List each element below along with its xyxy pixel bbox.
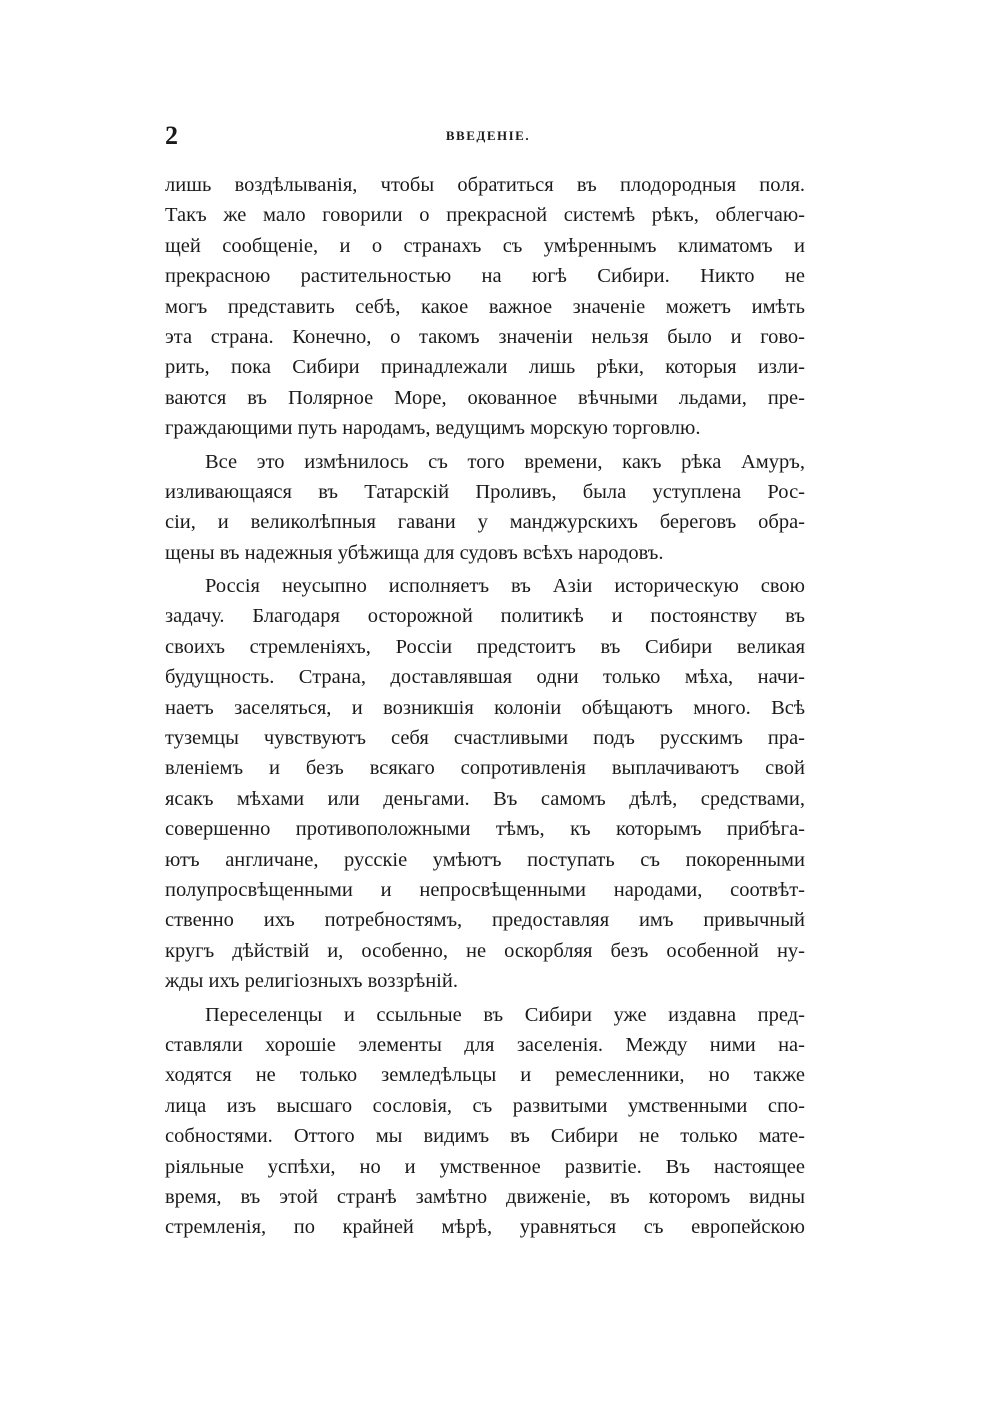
text-line: лица изъ высшаго сословія, съ развитыми умственными спо- [165, 1094, 805, 1117]
text-line: собностями. Оттого мы видимъ въ Сибири не только мате- [165, 1125, 805, 1148]
text-line: прекрасною растительностью на югѣ Сибири. Никто не [165, 265, 805, 288]
running-head: ВВЕДЕНІЕ. [445, 128, 531, 143]
text-line: щей сообщеніе, и о странахъ съ умѣреннымъ климатомъ и [165, 234, 805, 257]
body-text [165, 170, 805, 1243]
text-line: будущность. Страна, доставлявшая одни только мѣха, начи- [165, 666, 805, 689]
text-line: Все это измѣнилось съ того времени, какъ рѣка Амуръ, [205, 450, 805, 473]
text-line: жды ихъ религіозныхъ воззрѣній. [165, 970, 458, 993]
paragraph [165, 1000, 805, 1243]
text-line: стремленія, по крайней мѣрѣ, уравняться съ европейскою [165, 1216, 805, 1239]
text-line: полупросвѣщенными и непросвѣщенными народами, соотвѣт- [165, 878, 805, 901]
text-line: туземцы чувствуютъ себя счастливыми подъ русскимъ пра- [165, 727, 805, 750]
page-header [165, 118, 805, 154]
text-line: ственно ихъ потребностямъ, предоставляя имъ привычный [165, 909, 805, 932]
paragraph [165, 447, 805, 569]
text-line: кругъ дѣйствій и, особенно, не оскорбляя безъ особенной ну- [165, 939, 805, 962]
text-line: рить, пока Сибири принадлежали лишь рѣки, которыя изли- [165, 356, 805, 379]
text-line: ютъ англичане, русскіе умѣютъ поступать съ покоренными [165, 848, 805, 871]
page-number: 2 [165, 121, 178, 150]
text-line: вленіемъ и безъ всякаго сопротивленія выплачиваютъ свой [165, 757, 805, 780]
text-line: Россія неусыпно исполняетъ въ Азіи историческую свою [205, 575, 805, 598]
text-line: ставляли хорошіе элементы для заселенія. Между ними на- [165, 1033, 805, 1056]
text-line: совершенно противоположными тѣмъ, къ которымъ прибѣга- [165, 818, 805, 841]
text-line: эта страна. Конечно, о такомъ значеніи нельзя было и гово- [165, 325, 805, 348]
text-line: время, въ этой странѣ замѣтно движеніе, въ которомъ видны [165, 1185, 805, 1208]
text-line: могъ представить себѣ, какое важное значеніе можетъ имѣть [165, 295, 805, 318]
text-line: своихъ стремленіяхъ, Россіи предстоитъ въ Сибири великая [165, 635, 805, 658]
text-line: ріяльные успѣхи, но и умственное развитіе. Въ настоящее [165, 1155, 805, 1178]
text-line: сіи, и великолѣпныя гавани у манджурскихъ береговъ обра- [165, 511, 805, 534]
text-line: граждающими путь народамъ, ведущимъ морскую торговлю. [165, 417, 701, 440]
text-line: ваются въ Полярное Море, окованное вѣчными льдами, пре- [165, 386, 805, 409]
text-line: изливающаяся въ Татарскій Проливъ, была уступлена Рос- [165, 480, 805, 503]
text-line: наетъ заселяться, и возникшія колоніи обѣщаютъ много. Всѣ [165, 696, 805, 719]
text-line: ходятся не только земледѣльцы и ремесленники, но также [165, 1064, 805, 1087]
text-line: Переселенцы и ссыльные въ Сибири уже издавна пред- [205, 1003, 805, 1026]
paragraph [165, 571, 805, 996]
text-line: ясакъ мѣхами или деньгами. Въ самомъ дѣлѣ, средствами, [165, 787, 805, 810]
text-line: Такъ же мало говорили о прекрасной системѣ рѣкъ, облегчаю- [165, 204, 805, 227]
text-line: задачу. Благодаря осторожной политикѣ и постоянству въ [165, 605, 805, 628]
paragraph [165, 170, 805, 444]
text-line: лишь воздѣлыванія, чтобы обратиться въ плодородныя поля. [165, 174, 805, 196]
text-line: щены въ надежныя убѣжища для судовъ всѣхъ народовъ. [165, 541, 664, 564]
